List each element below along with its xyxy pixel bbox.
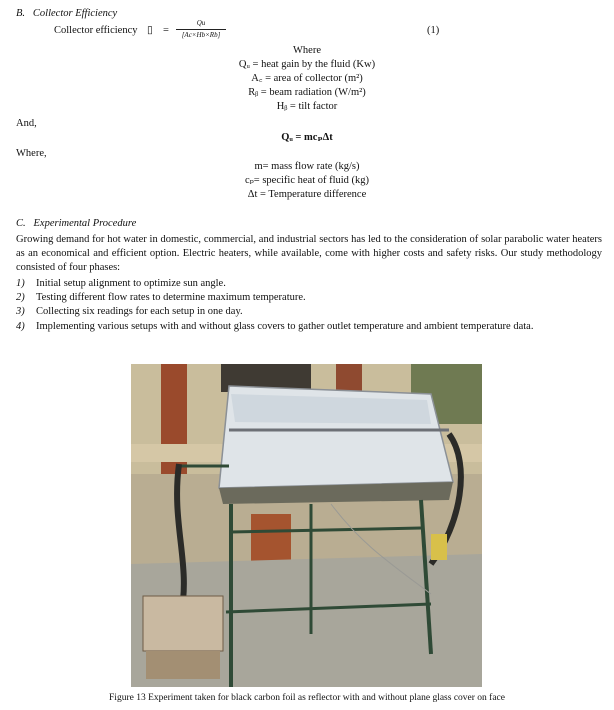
procedure-paragraph: Growing demand for hot water in domestic, commercial, and industrial sectors has led to the consideration of solar parabolic water heaters as an economical and efficient option. Electric heaters, while available, come with higher costs and safety risks. Our study methodology consisted of four phases:	[16, 234, 602, 273]
eq1-equals: =	[163, 25, 169, 36]
fraction-bar	[176, 29, 226, 30]
step-number: 1)	[16, 278, 25, 289]
bottle	[431, 534, 447, 560]
and-label: And,	[16, 118, 37, 129]
step-item	[16, 305, 243, 319]
eq1-numerator: Qu	[196, 19, 206, 27]
step-text: Implementing various setups with and without glass covers to gather outlet temperature and ambient temperature data.	[36, 321, 534, 332]
step-text: Testing different flow rates to determine maximum temperature.	[36, 292, 306, 303]
step-item	[16, 277, 226, 291]
definition-hb: Hᵦ = tilt factor	[276, 101, 338, 112]
eq2: Qᵤ = mcₚΔt	[281, 132, 333, 143]
where2-label: Where,	[16, 148, 47, 159]
figure-caption: Figure 13 Experiment taken for black carbon foil as reflector with and without plane glass cover on face	[109, 693, 505, 703]
eq1-label: Collector efficiency	[54, 25, 138, 36]
eq1-number: (1)	[427, 25, 440, 36]
definition-ac: A꜀ = area of collector (m²)	[251, 73, 363, 84]
definition-m: m= mass flow rate (kg/s)	[254, 161, 360, 172]
step-number: 4)	[16, 321, 25, 332]
definition-qu: Qᵤ = heat gain by the fluid (Kw)	[238, 59, 376, 70]
step-item	[16, 291, 306, 305]
section-c-heading: C. Experimental Procedure	[16, 218, 137, 229]
definition-dt: Δt = Temperature difference	[247, 189, 367, 200]
step-number: 2)	[16, 292, 25, 303]
where-label: Where	[293, 45, 321, 56]
experiment-photo	[131, 364, 482, 687]
eq1-denominator: [Ac×Hb×Rb]	[181, 31, 221, 39]
section-b-heading: B. Collector Efficiency	[16, 8, 118, 19]
efficiency-symbol: ▯	[147, 25, 153, 36]
tank-box	[143, 596, 223, 651]
solar-collector-illustration	[131, 364, 482, 687]
step-item	[16, 320, 533, 334]
eq1-fraction	[176, 19, 226, 40]
definition-cp: cₚ= specific heat of fluid (kg)	[244, 175, 370, 186]
step-text: Collecting six readings for each setup in one day.	[36, 306, 243, 317]
step-text: Initial setup alignment to optimize sun angle.	[36, 278, 226, 289]
tank-base	[146, 651, 220, 679]
step-number: 3)	[16, 306, 25, 317]
definition-rb: Rᵦ = beam radiation (W/m²)	[248, 87, 366, 98]
